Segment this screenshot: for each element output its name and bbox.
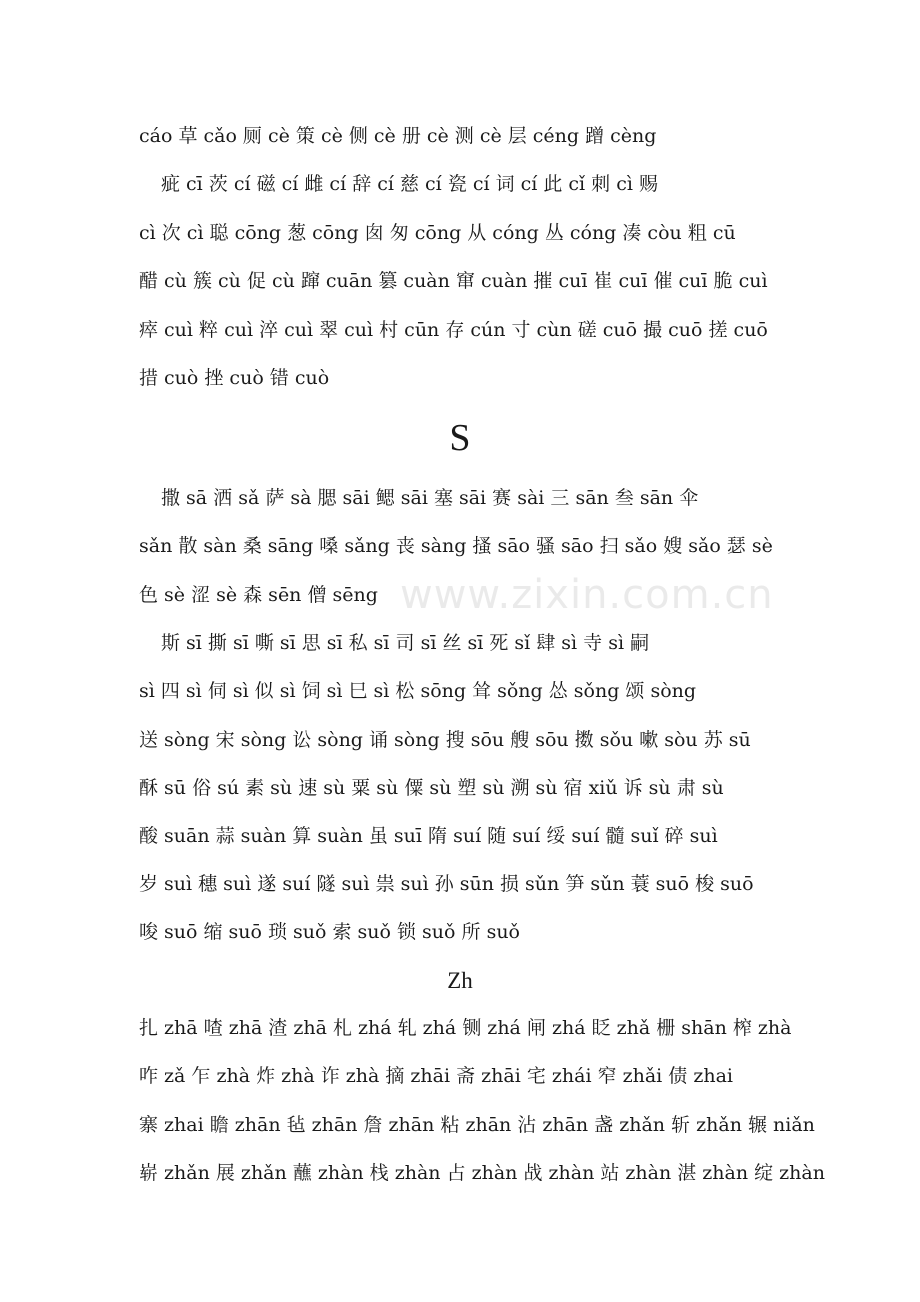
section-heading-zh: Zh: [447, 968, 473, 993]
text-line: cáo 草 cǎo 厕 cè 策 cè 侧 cè 册 cè 测 cè 层 céng 蹭 cèng: [139, 125, 657, 147]
text-line: sì 四 sì 伺 sì 似 sì 饲 sì 巳 sì 松 sōng 耸 sǒng 怂 sǒng 颂 sòng: [139, 680, 697, 702]
text-line: cì 次 cì 聪 cōng 葱 cōng 囱 匆 cōng 从 cóng 丛 cóng 凑 còu 粗 cū: [139, 222, 736, 244]
text-line: sǎn 散 sàn 桑 sāng 嗓 sǎng 丧 sàng 搔 sāo 骚 sāo 扫 sǎo 嫂 sǎo 瑟 sè: [139, 535, 773, 557]
text-line: 醋 cù 簇 cù 促 cù 蹿 cuān 篡 cuàn 窜 cuàn 摧 cuī 崔 cuī 催 cuī 脆 cuì: [139, 270, 768, 292]
text-line: 瘁 cuì 粹 cuì 淬 cuì 翠 cuì 村 cūn 存 cún 寸 cùn 磋 cuō 撮 cuō 搓 cuō: [139, 319, 768, 341]
text-line: 措 cuò 挫 cuò 错 cuò: [139, 367, 330, 389]
text-line: 寨 zhai 瞻 zhān 毡 zhān 詹 zhān 粘 zhān 沾 zhān 盏 zhǎn 斩 zhǎn 辗 niǎn: [139, 1114, 815, 1136]
section-heading-s: S: [449, 417, 471, 459]
text-line: 咋 zǎ 乍 zhà 炸 zhà 诈 zhà 摘 zhāi 斋 zhāi 宅 zhái 窄 zhǎi 债 zhai: [139, 1065, 733, 1087]
text-line: 唆 suō 缩 suō 琐 suǒ 索 suǒ 锁 suǒ 所 suǒ: [139, 921, 520, 943]
text-line: 撒 sā 洒 sǎ 萨 sà 腮 sāi 鳃 sāi 塞 sāi 赛 sài 三 sān 叁 sān 伞: [161, 487, 699, 509]
watermark: www.zixin.com.cn: [400, 572, 774, 618]
text-line: 斯 sī 撕 sī 嘶 sī 思 sī 私 sī 司 sī 丝 sī 死 sǐ 肆 sì 寺 sì 嗣: [161, 632, 650, 654]
text-line: 酥 sū 俗 sú 素 sù 速 sù 粟 sù 僳 sù 塑 sù 溯 sù 宿 xiǔ 诉 sù 肃 sù: [139, 777, 724, 799]
text-line: 崭 zhǎn 展 zhǎn 蘸 zhàn 栈 zhàn 占 zhàn 战 zhàn 站 zhàn 湛 zhàn 绽 zhàn: [139, 1162, 825, 1184]
text-line: 岁 suì 穗 suì 遂 suí 隧 suì 祟 suì 孙 sūn 损 sǔn 笋 sǔn 蓑 suō 梭 suō: [139, 873, 754, 895]
text-line: 疵 cī 茨 cí 磁 cí 雌 cí 辞 cí 慈 cí 瓷 cí 词 cí 此 cǐ 刺 cì 赐: [161, 173, 658, 195]
text-line: 扎 zhā 喳 zhā 渣 zhā 札 zhá 轧 zhá 铡 zhá 闸 zhá 眨 zhǎ 栅 shān 榨 zhà: [139, 1017, 792, 1039]
text-line: 送 sòng 宋 sòng 讼 sòng 诵 sòng 搜 sōu 艘 sōu 擞 sǒu 嗽 sòu 苏 sū: [139, 729, 751, 751]
text-line: 酸 suān 蒜 suàn 算 suàn 虽 suī 隋 suí 随 suí 绥 suí 髓 suǐ 碎 suì: [139, 825, 718, 847]
text-line: 色 sè 涩 sè 森 sēn 僧 sēng: [139, 584, 378, 606]
